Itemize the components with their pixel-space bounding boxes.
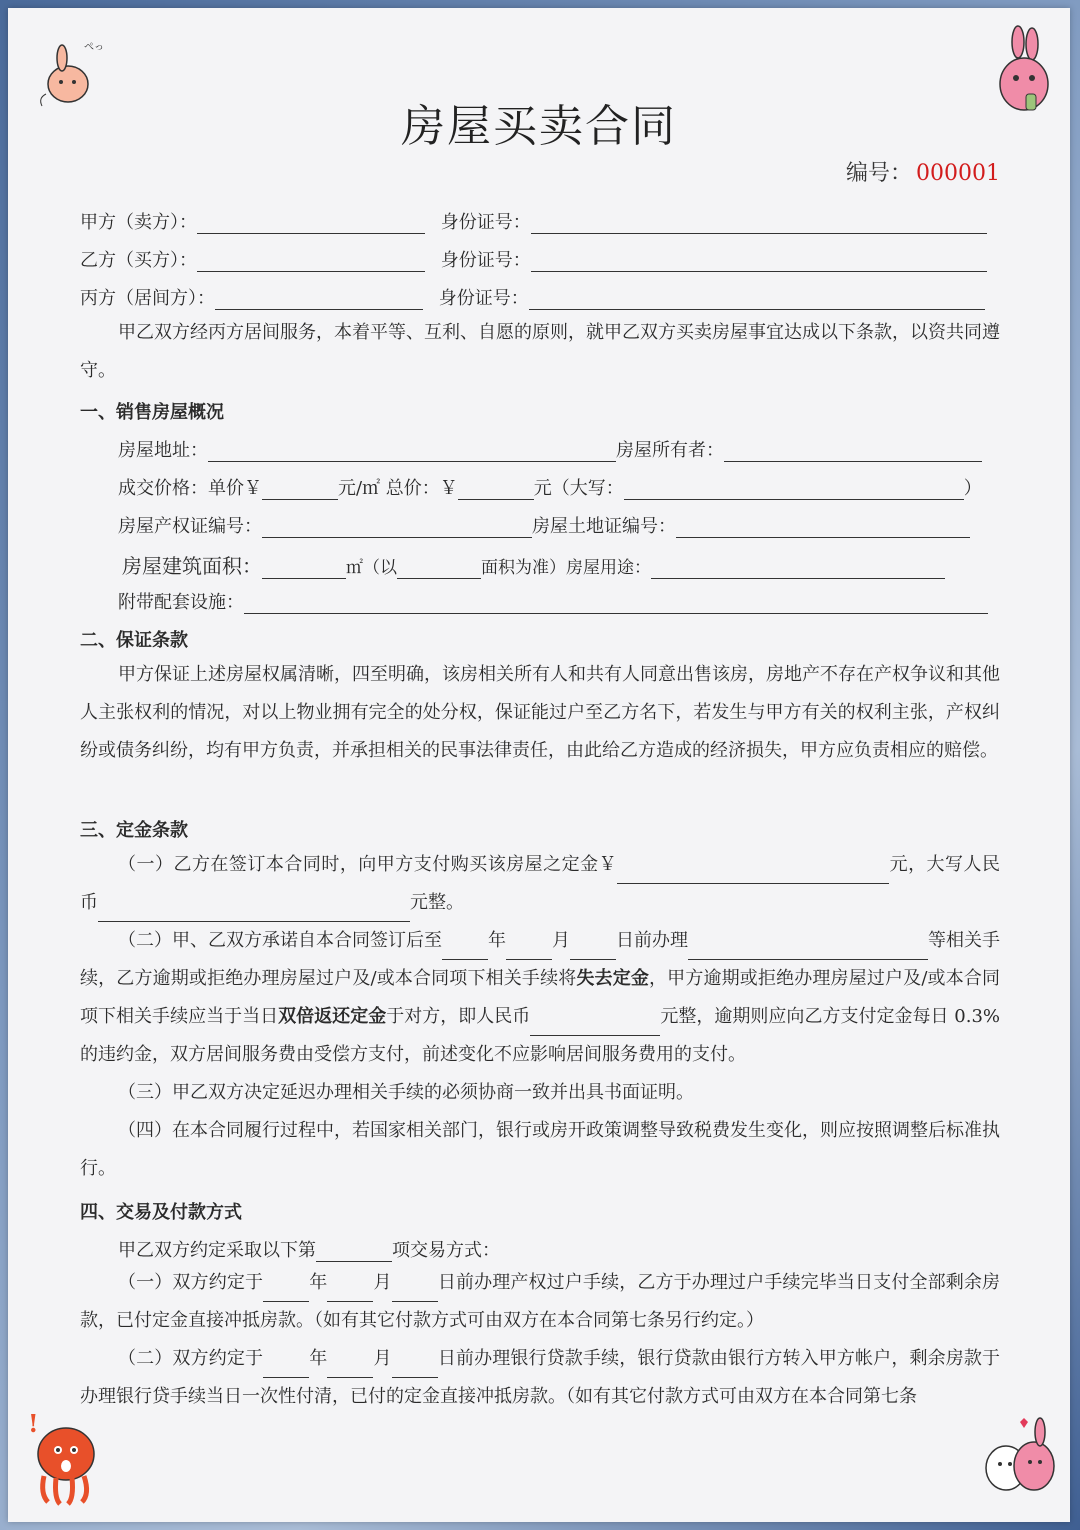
section2-heading: 二、保证条款 (80, 630, 188, 651)
section1-heading: 一、销售房屋概况 (80, 402, 224, 423)
address-field[interactable] (208, 442, 616, 462)
price-row (118, 474, 982, 500)
party-a-row (80, 208, 987, 234)
c2-year-label: 年 (488, 930, 506, 951)
c1-text-c: 元整。 (410, 892, 464, 913)
p2-year-label: 年 (309, 1348, 328, 1369)
c1-text-b: 元，大写人民币 (80, 854, 1001, 913)
party-b-row (80, 246, 987, 272)
land-label: 房屋土地证编号： (532, 516, 676, 537)
unit-price-field[interactable] (262, 480, 338, 500)
party-b-id-field[interactable] (531, 252, 987, 272)
section2-text: 甲方保证上述房屋权属清晰，四至明确，该房相关所有人和共有人同意出售该房，房地产不存在产权争议和其他人主张权利的情况，对以上物业拥有完全的处分权，保证能过户至乙方名下，若发生与甲方有关的权利主张，产权纠纷或债务纠纷，均有甲方负责，并承担相关的民事法律责任，由此给乙方造成的经济损失，甲方应负责相应的赔偿。 (80, 664, 1000, 761)
area-field[interactable] (262, 557, 346, 579)
svg-text:ぺっ: ぺっ (84, 42, 104, 53)
area-basis-field[interactable] (397, 557, 481, 579)
deposit-amount-field[interactable] (617, 864, 889, 884)
c2-forfeit-deposit: 失去定金 (576, 968, 650, 989)
c4-text: （四）在本合同履行过程中，若国家相关部门，银行或房开政策调整导致税费发生变化，则应按照调整后标准执行。 (80, 1120, 1000, 1179)
p2-month-field[interactable] (327, 1358, 373, 1378)
party-c-row (80, 284, 985, 310)
cert-field[interactable] (262, 518, 532, 538)
c2-text-a: （二）甲、乙双方承诺自本合同签订后至 (118, 930, 442, 951)
party-c-label: 丙方（居间方）： (80, 288, 215, 309)
c2-day-label: 日前办理 (616, 930, 688, 951)
c1-text-a: （一）乙方在签订本合同时，向甲方支付购买该房屋之定金￥ (118, 854, 618, 875)
method-number-field[interactable] (316, 1242, 392, 1262)
area-basis-label: 面积为准）房屋用途： (481, 558, 651, 578)
p2-day-field[interactable] (392, 1358, 438, 1378)
p1-year-field[interactable] (263, 1282, 309, 1302)
payment-option-2 (80, 1340, 1000, 1416)
party-a-label: 甲方（卖方）： (80, 212, 197, 233)
party-b-id-label: 身份证号： (440, 250, 531, 271)
c2-text-e: 元整，逾期则应向乙方支付定金每日 0.3%的违约金，双方居间服务费由受偿方支付，前述变化不应影响居间服务费用的支付。 (80, 1006, 1001, 1065)
serial-label: 编号： (846, 161, 913, 186)
c3-text: （三）甲乙双方决定延迟办理相关手续的必须协商一致并出具书面证明。 (118, 1082, 694, 1103)
area-row (122, 550, 945, 579)
facilities-label: 附带配套设施： (118, 592, 244, 613)
c2-month-field[interactable] (506, 940, 552, 960)
address-row (118, 436, 982, 462)
party-a-name-field[interactable] (197, 214, 425, 234)
area-label: 房屋建筑面积： (122, 554, 262, 578)
facilities-field[interactable] (244, 594, 988, 614)
choose-text-a: 甲乙双方约定采取以下第 (118, 1240, 316, 1261)
p1-month-label: 月 (373, 1272, 392, 1293)
c2-double-refund: 双倍返还定金 (278, 1006, 387, 1027)
intro-paragraph (80, 314, 1000, 390)
price-label: 成交价格：单价￥ (118, 478, 262, 499)
section4-heading: 四、交易及付款方式 (80, 1202, 242, 1223)
section2-paragraph (80, 656, 1000, 770)
c2-text-d: 于对方，即人民币 (386, 1006, 531, 1027)
total-price-field[interactable] (458, 480, 534, 500)
p1-month-field[interactable] (327, 1282, 373, 1302)
owner-label: 房屋所有者： (616, 440, 724, 461)
p2-month-label: 月 (373, 1348, 392, 1369)
serial-number-line (846, 156, 1000, 187)
octopus-sticker-bottom-left (22, 1408, 112, 1508)
p2-year-field[interactable] (263, 1358, 309, 1378)
party-a-id-label: 身份证号： (440, 212, 531, 233)
deposit-clause-2 (80, 922, 1000, 1074)
c2-day-field[interactable] (570, 940, 616, 960)
party-c-id-field[interactable] (529, 290, 985, 310)
party-c-name-field[interactable] (215, 290, 423, 310)
serial-number: 000001 (916, 161, 1000, 186)
choose-text-b: 项交易方式： (392, 1240, 500, 1261)
land-field[interactable] (676, 518, 970, 538)
p1-day-field[interactable] (392, 1282, 438, 1302)
c2-text-c: ，甲方逾期或拒绝办理房屋过户及/或本合同项下相关手续应当于当日 (80, 968, 1001, 1027)
price-unit: 元/㎡ 总价：￥ (338, 478, 458, 499)
c2-procedure-field[interactable] (688, 940, 928, 960)
svg-text:!: ! (28, 1409, 39, 1438)
p1-text-a: （一）双方约定于 (118, 1272, 264, 1293)
c2-year-field[interactable] (442, 940, 488, 960)
contract-title: 房屋买卖合同 (401, 101, 677, 152)
p1-text-b: 日前办理产权过户手续，乙方于办理过户手续完毕当日支付全部剩余房款，已付定金直接冲抵房款。（如有其它付款方式可由双方在本合同第七条另行约定。） (80, 1272, 1001, 1331)
price-yuan-label: 元（大写： (533, 478, 624, 499)
address-label: 房屋地址： (118, 440, 208, 461)
cert-row (118, 512, 970, 538)
party-a-id-field[interactable] (531, 214, 987, 234)
deposit-clause-4 (80, 1112, 1000, 1188)
price-close: ） (963, 478, 982, 499)
party-c-id-label: 身份证号： (438, 288, 529, 309)
section3-heading: 三、定金条款 (80, 820, 188, 841)
party-b-name-field[interactable] (197, 252, 425, 272)
party-b-label: 乙方（买方）： (80, 250, 197, 271)
c2-rmb-field[interactable] (530, 1016, 660, 1036)
deposit-clause-1 (80, 846, 1000, 922)
p2-text-b: 日前办理银行贷款手续，银行贷款由银行方转入甲方帐户，剩余房款于办理银行贷手续当日一次性付清，已付的定金直接冲抵房款。（如有其它付款方式可由双方在本合同第七条 (80, 1348, 1001, 1407)
price-capital-field[interactable] (624, 480, 964, 500)
contract-page (8, 8, 1070, 1522)
facilities-row (118, 588, 988, 614)
c2-month-label: 月 (552, 930, 570, 951)
owner-field[interactable] (724, 442, 982, 462)
area-unit: ㎡（以 (346, 558, 397, 578)
usage-field[interactable] (651, 557, 945, 579)
c2-text-b: 等相关手续，乙方逾期或拒绝办理房屋过户及/或本合同项下相关手续将 (80, 930, 1000, 989)
intro-text: 甲乙双方经丙方居间服务，本着平等、互利、自愿的原则，就甲乙双方买卖房屋事宜达成以下条款，以资共同遵守。 (80, 322, 1000, 381)
bunny-pair-sticker-bottom-right (978, 1414, 1063, 1514)
payment-option-1 (80, 1264, 1000, 1340)
deposit-capital-field[interactable] (98, 902, 410, 922)
method-choice-row (118, 1236, 500, 1262)
deposit-clause-3 (80, 1074, 1000, 1112)
cert-label: 房屋产权证编号： (118, 516, 262, 537)
p2-text-a: （二）双方约定于 (118, 1348, 264, 1369)
p1-year-label: 年 (309, 1272, 328, 1293)
